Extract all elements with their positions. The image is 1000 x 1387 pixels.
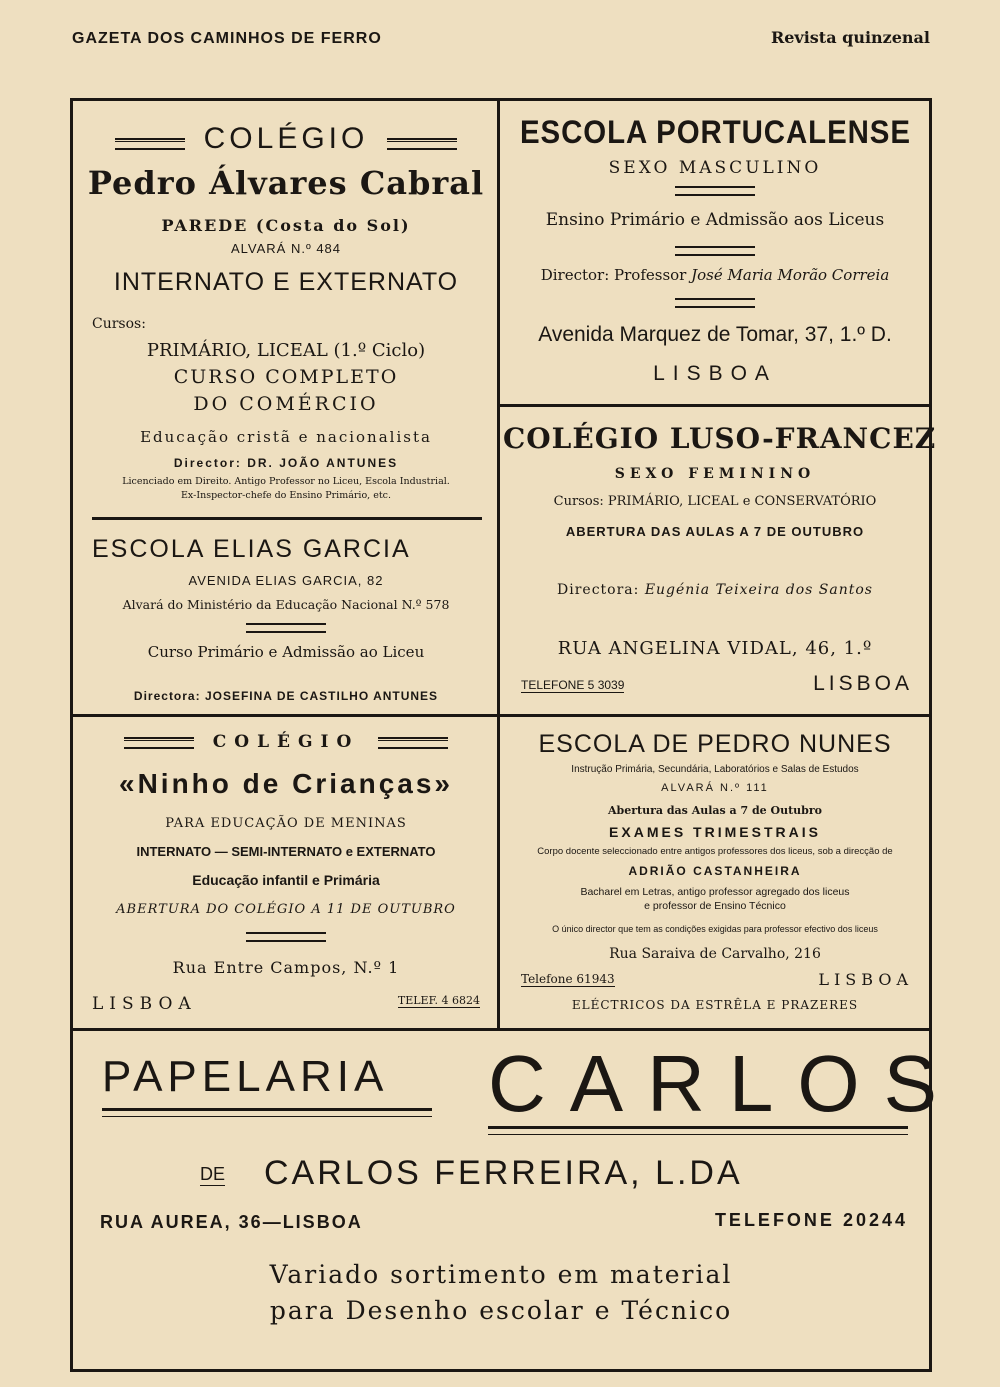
- director-bio: Bacharel em Letras, antigo professor agregado dos liceus: [580, 886, 850, 898]
- separator-rule: [675, 186, 755, 196]
- director-line: [503, 266, 927, 284]
- phone-number: Telefone 61943: [521, 972, 615, 986]
- ad-colegio-luso-francez: [503, 410, 937, 710]
- underline-rule: [488, 1126, 908, 1135]
- school-name: Pedro Álvares Cabral: [87, 164, 485, 202]
- exams-notice: EXAMES TRIMESTRAIS: [609, 824, 821, 840]
- school-address: Rua Entre Campos, N.º 1: [172, 958, 400, 977]
- school-address: AVENIDA ELIAS GARCIA, 82: [188, 573, 384, 588]
- director-bio: Licenciado em Direito. Antigo Professor no Liceu, Escola Industrial.: [122, 476, 450, 487]
- owner-name: CARLOS FERREIRA, L.DA: [264, 1154, 743, 1192]
- school-address: Avenida Marquez de Tomar, 37, 1.º D.: [538, 323, 892, 346]
- shop-name: CARLOS: [488, 1039, 961, 1128]
- opening-date: ABERTURA DO COLÉGIO A 11 DE OUTUBRO: [116, 902, 456, 917]
- school-purpose: PARA EDUCAÇÃO DE MENINAS: [165, 816, 407, 831]
- ad-escola-pedro-nunes: [503, 720, 927, 1024]
- director-qualification: O único director que tem as condições exigidas para professor efectivo dos liceus: [552, 924, 878, 934]
- ad-escola-portucalense: [503, 108, 927, 400]
- school-city: LISBOA: [818, 970, 913, 989]
- owner-prefix: DE: [200, 1164, 226, 1184]
- instruction-offer: Instrução Primária, Secundária, Laboratórios e Salas de Estudos: [571, 764, 859, 775]
- school-name: ESCOLA ELIAS GARCIA: [92, 535, 411, 563]
- separator-rule: [246, 623, 326, 633]
- magazine-subtitle: Revista quinzenal: [770, 28, 930, 47]
- school-name: COLÉGIO LUSO-FRANCEZ: [503, 422, 937, 455]
- tagline-line: para Desenho escolar e Técnico: [269, 1296, 733, 1325]
- course-offer: Curso Primário e Admissão ao Liceu: [147, 643, 425, 661]
- director-line: Directora: JOSEFINA DE CASTILHO ANTUNES: [133, 689, 439, 703]
- ornament-rule: [378, 737, 448, 749]
- course-line: CURSO COMPLETO: [173, 366, 399, 388]
- teaching-levels: Ensino Primário e Admissão aos Liceus: [545, 210, 885, 230]
- ad-escola-elias-garcia: [78, 523, 494, 711]
- column-divider: [497, 98, 500, 1030]
- boarding-regime: INTERNATO E EXTERNATO: [113, 268, 459, 296]
- boarding-regime: INTERNATO — SEMI-INTERNATO e EXTERNATO: [136, 844, 436, 859]
- director-line: [503, 582, 927, 598]
- phone-number: TELEFONE 5 3039: [521, 678, 625, 692]
- shop-word: PAPELARIA: [102, 1052, 389, 1101]
- ornament-rule: [124, 737, 194, 749]
- magazine-title: GAZETA DOS CAMINHOS DE FERRO: [72, 30, 382, 47]
- education-levels: Educação infantil e Primária: [192, 872, 380, 888]
- ad-papelaria-carlos: [74, 1032, 961, 1370]
- school-sex: SEXO MASCULINO: [608, 158, 822, 178]
- director-name: Eugénia Teixeira dos Santos: [644, 582, 873, 598]
- director-name: ADRIÃO CASTANHEIRA: [628, 864, 802, 878]
- separator-rule: [675, 246, 755, 256]
- director-name: José Maria Morão Correia: [691, 266, 890, 284]
- tagline-line: Variado sortimento em material: [269, 1260, 733, 1289]
- school-address: Rua Saraiva de Carvalho, 216: [609, 946, 821, 962]
- underline-rule: [102, 1108, 432, 1117]
- phone-number: TELEF. 4 6824: [397, 994, 480, 1007]
- courses-label: Cursos:: [92, 316, 146, 332]
- license-number: ALVARÁ N.º 111: [661, 782, 769, 794]
- phone-number: TELEFONE 20244: [714, 1210, 908, 1230]
- school-sex: SEXO FEMININO: [614, 466, 816, 482]
- shop-address: RUA AUREA, 36—LISBOA: [100, 1212, 363, 1232]
- school-city: LISBOA: [92, 994, 197, 1014]
- ad-colegio-ninho-de-criancas: [78, 720, 494, 1024]
- row-divider: [500, 404, 930, 407]
- course-line: DO COMÉRCIO: [193, 393, 379, 415]
- row-divider: [72, 1028, 930, 1031]
- school-location: PAREDE (Costa do Sol): [161, 216, 411, 235]
- school-city: LISBOA: [653, 362, 777, 385]
- director-label: Director: Professor: [540, 266, 687, 284]
- license-number: ALVARÁ N.º 484: [230, 241, 342, 256]
- school-motto: Educação cristã e nacionalista: [140, 428, 432, 446]
- school-name: ESCOLA PORTUCALENSE: [519, 114, 911, 150]
- school-city: LISBOA: [813, 672, 913, 695]
- opening-date: Abertura das Aulas a 7 de Outubro: [608, 804, 822, 817]
- row-divider: [72, 714, 930, 717]
- director-label: Directora:: [557, 582, 640, 598]
- director-bio: Ex-Inspector-chefe do Ensino Primário, etc.: [180, 490, 392, 501]
- separator-rule: [675, 298, 755, 308]
- license-text: Alvará do Ministério da Educação Nacional N.º 578: [122, 597, 450, 612]
- director-bio: e professor de Ensino Técnico: [644, 900, 786, 912]
- separator-rule: [246, 932, 326, 942]
- ornament-rule: [115, 138, 185, 150]
- school-kicker: COLÉGIO: [212, 732, 360, 752]
- tram-lines: ELÉCTRICOS DA ESTRÊLA E PRAZERES: [571, 998, 859, 1012]
- school-kicker: COLÉGIO: [203, 122, 369, 155]
- ad-pedro-alvares-cabral: [78, 108, 494, 513]
- staff-note: Corpo docente seleccionado entre antigos professores dos liceus, sob a direcção de: [537, 846, 893, 857]
- courses-line: Cursos: PRIMÁRIO, LICEAL e CONSERVATÓRIO: [553, 494, 877, 509]
- row-divider: [92, 517, 482, 520]
- school-name: ESCOLA DE PEDRO NUNES: [538, 730, 892, 758]
- opening-date: ABERTURA DAS AULAS A 7 DE OUTUBRO: [565, 524, 865, 539]
- school-address: RUA ANGELINA VIDAL, 46, 1.º: [557, 638, 873, 659]
- ornament-rule: [387, 138, 457, 150]
- school-name: «Ninho de Crianças»: [119, 768, 453, 799]
- director-line: Director: DR. JOÃO ANTUNES: [173, 456, 399, 470]
- course-line: PRIMÁRIO, LICEAL (1.º Ciclo): [146, 340, 426, 361]
